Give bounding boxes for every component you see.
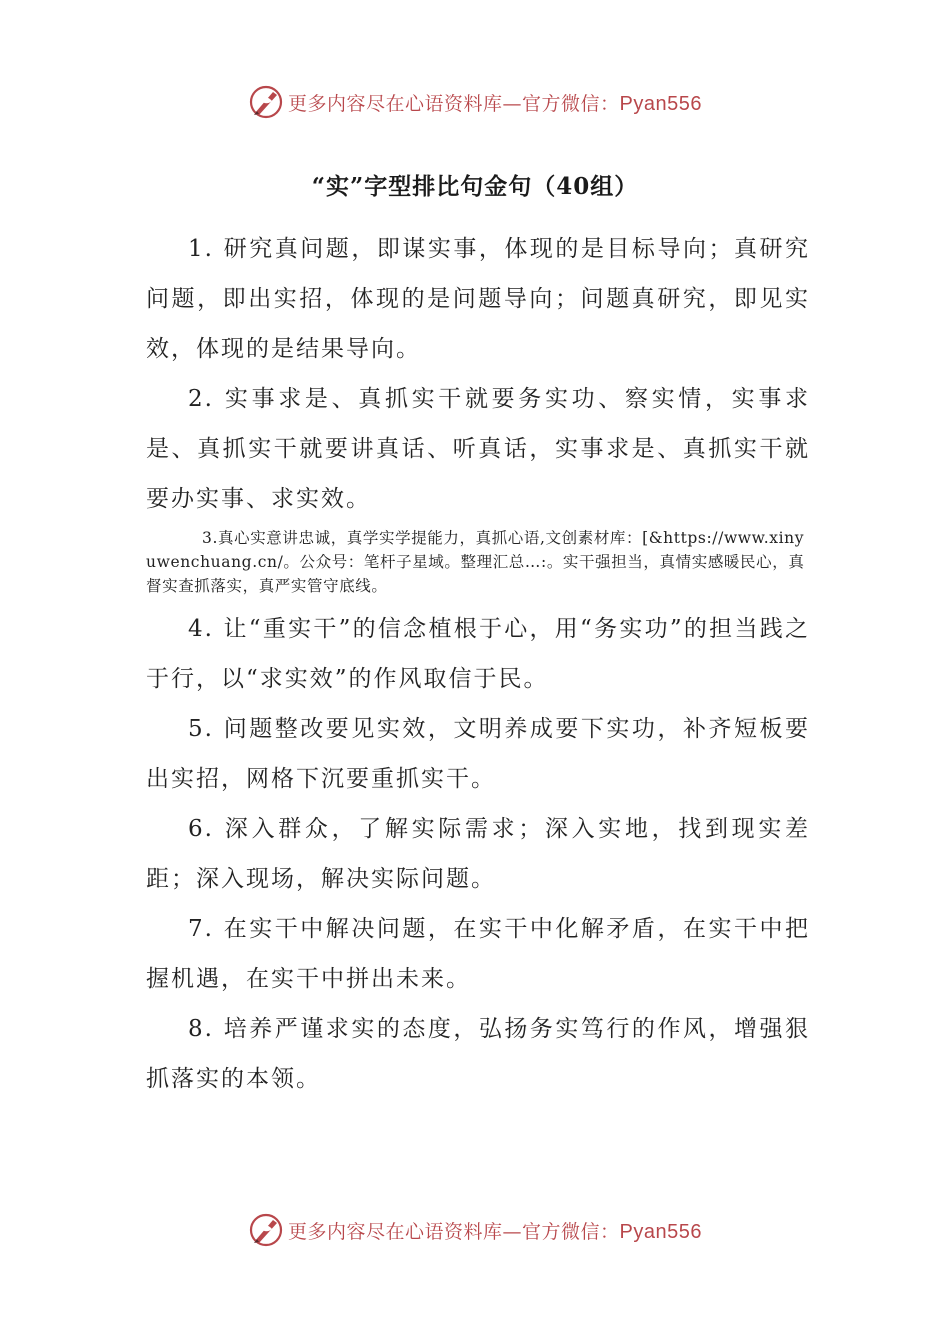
paragraph-2: 2. 实事求是、真抓实干就要务实功、察实情，实事求是、真抓实干就要讲真话、听真话，实事求是、真抓实干就要办实事、求实效。 (146, 386, 810, 512)
footer-wechat-id: Pyan556 (619, 1220, 702, 1243)
paragraph-4: 4. 让“重实干”的信念植根于心，用“务实功”的担当践之于行，以“求实效”的作风取信于民。 (146, 616, 810, 692)
footer-banner (0, 1210, 950, 1250)
sentence-list (146, 224, 810, 1104)
paragraph-5: 5. 问题整改要见实效，文明养成要下实功，补齐短板要出实招，网格下沉要重抓实干。 (146, 716, 810, 792)
paragraph-1: 1. 研究真问题，即谋实事，体现的是目标导向；真研究问题，即出实招，体现的是问题导向；问题真研究，即见实效，体现的是结果导向。 (146, 236, 810, 362)
pen-logo-icon (248, 1212, 284, 1248)
header-banner-text: 更多内容尽在心语资料库—官方微信：Pyan556 (288, 92, 702, 115)
pen-logo-icon (248, 84, 284, 120)
header-wechat-id: Pyan556 (619, 92, 702, 115)
footer-banner-text: 更多内容尽在心语资料库—官方微信：Pyan556 (288, 1220, 702, 1243)
header-banner (0, 82, 950, 122)
paragraph-7: 7. 在实干中解决问题，在实干中化解矛盾，在实干中把握机遇，在实干中拼出未来。 (146, 916, 810, 992)
paragraph-3: 3.真心实意讲忠诚，真学实学提能力，真抓心语,文创素材库：[&https://www.xinyuwenchuang.cn/。公众号：笔杆子星域。整理汇总…:。实干强担当，真情实感暖民心，真督实查抓落实，真严实管守底线。 (146, 529, 805, 595)
paragraph-6: 6. 深入群众，了解实际需求；深入实地，找到现实差距；深入现场，解决实际问题。 (146, 816, 810, 892)
page-title: “实”字型排比句金句（40组） (311, 173, 639, 200)
paragraph-8: 8. 培养严谨求实的态度，弘扬务实笃行的作风，增强狠抓落实的本领。 (146, 1016, 810, 1092)
